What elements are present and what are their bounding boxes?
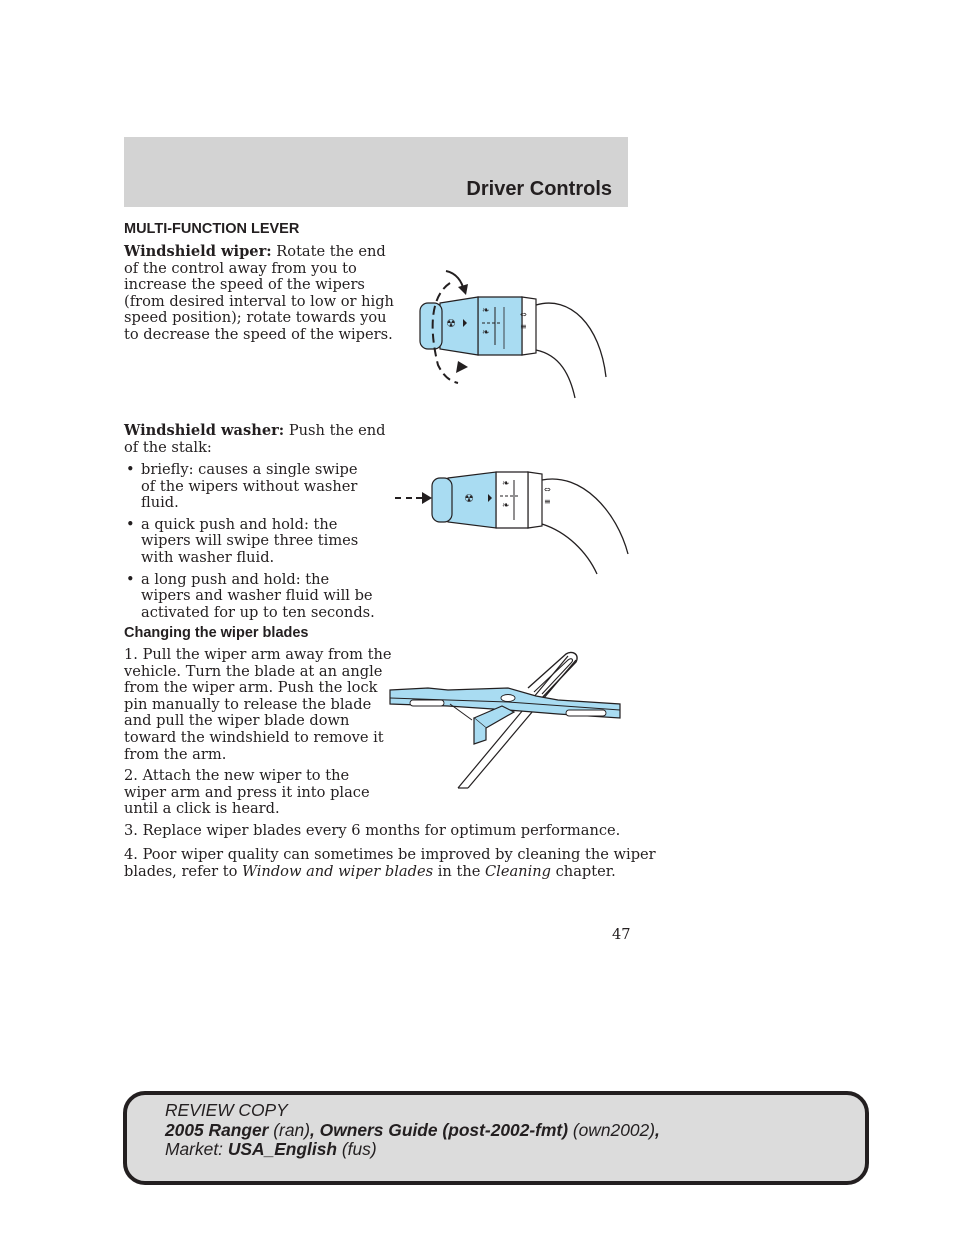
svg-text:❧: ❧ [502,501,510,511]
footer-market-label: Market: [165,1139,228,1159]
svg-text:⇔: ⇔ [544,485,551,494]
header-band [124,137,628,207]
step-1-line: 1. Pull the wiper arm away from the [124,646,392,663]
svg-text:☢: ☢ [446,317,456,330]
step-1-line: pin manually to release the blade [124,695,372,713]
step-4-text: chapter. [550,862,616,880]
svg-text:≡: ≡ [544,497,551,506]
page-title: Driver Controls [466,178,612,200]
svg-text:⇔: ⇔ [520,310,527,319]
footer-market: USA_English [227,1139,338,1159]
step-2-paragraph [124,768,370,818]
wiper-line: increase the speed of the wipers [124,276,365,294]
step-4-line: 4. Poor wiper quality can sometimes be improved by cleaning the wiper [124,846,656,863]
footer-model-code: (ran) [268,1119,310,1140]
footer-text [165,1101,660,1160]
washer-paragraph [124,423,386,456]
footer-guide: Owners Guide (post-2002-fmt) [319,1119,569,1140]
wiper-line: of the control away from you to [124,259,357,277]
list-item: • briefly: causes a single swipe of the wipers without washer fluid. [124,462,376,512]
reference-window-and-wiper-blades: Window and wiper blades [242,862,434,880]
wiper-paragraph [124,244,394,344]
step-4-text: blades, refer to [124,862,243,880]
washer-bullet-list [124,462,376,626]
step-2-line: until a click is heard. [124,800,280,818]
footer-separator: , [655,1119,660,1140]
step-1-line: toward the windshield to remove it [124,728,384,746]
wiper-blade-illustration [388,648,628,793]
step-1-line: from the wiper arm. Push the lock [124,679,378,697]
reference-cleaning: Cleaning [485,862,551,880]
wiper-text: Rotate the end [271,243,386,260]
step-1-line: from the arm. [124,745,227,763]
section-heading-multi-function-lever: MULTI-FUNCTION LEVER [124,221,300,237]
washer-label: Windshield washer: [124,422,285,439]
step-1-line: vehicle. Turn the blade at an angle [124,662,383,680]
wiper-line: (from desired interval to low or high [124,292,394,310]
wiper-label: Windshield wiper: [124,243,272,260]
washer-text: Push the end [284,422,386,439]
step-2-line: 2. Attach the new wiper to the [124,767,350,784]
section-heading-changing-wiper-blades: Changing the wiper blades [124,625,309,641]
review-copy-label: REVIEW COPY [165,1100,288,1120]
step-4-paragraph [124,847,656,880]
wiper-line: speed position); rotate towards you [124,309,387,327]
step-4-text: in the [433,862,485,880]
page-number: 47 [612,926,631,943]
footer-separator: , [310,1119,320,1140]
footer-box [123,1091,869,1185]
step-1-line: and pull the wiper blade down [124,712,350,730]
footer-market-code: (fus) [337,1139,377,1159]
step-1-paragraph [124,647,392,763]
footer-guide-code: (own2002) [568,1119,656,1140]
washer-line: of the stalk: [124,438,212,456]
footer-model: 2005 Ranger [165,1119,269,1140]
list-item: • a quick push and hold: the wipers will swipe three times with washer fluid. [124,517,376,567]
svg-text:☢: ☢ [464,492,474,505]
svg-text:❧: ❧ [502,479,510,489]
svg-text:❧: ❧ [482,328,490,338]
step-2-line: wiper arm and press it into place [124,783,370,801]
svg-text:≡: ≡ [520,322,527,331]
lever-push-illustration [392,462,632,577]
svg-text:❧: ❧ [482,306,490,316]
step-3-paragraph: 3. Replace wiper blades every 6 months for optimum performance. [124,822,621,839]
lever-rotate-illustration [410,265,610,400]
list-item: • a long push and hold: the wipers and washer fluid will be activated for up to ten seconds. [124,572,376,622]
wiper-line: to decrease the speed of the wipers. [124,325,393,343]
